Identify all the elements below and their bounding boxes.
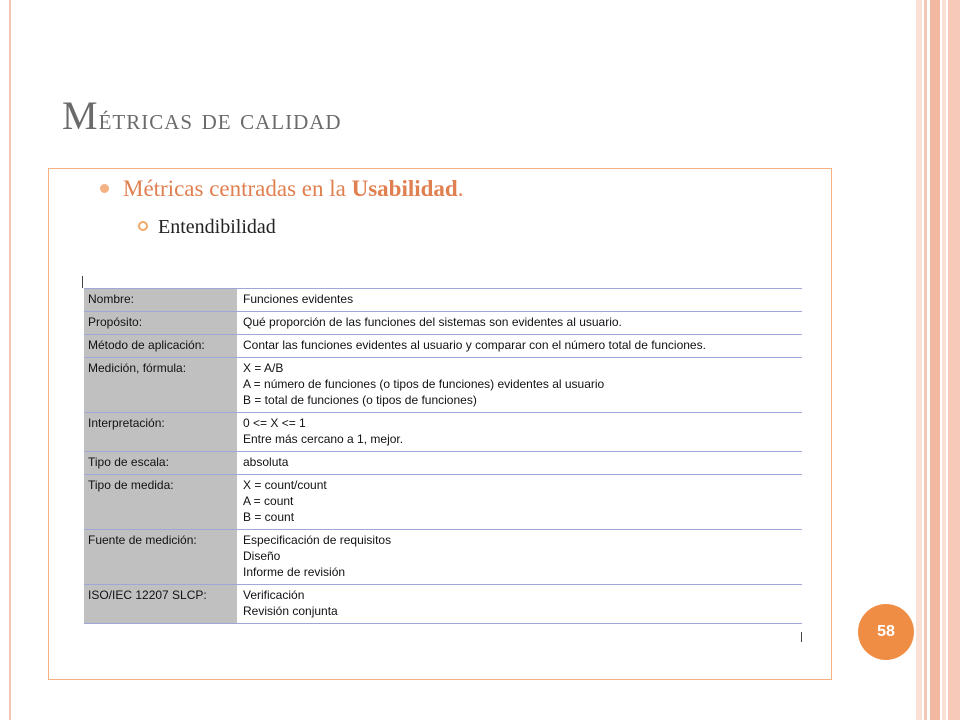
row-value xyxy=(237,413,802,452)
row-label: Propósito: xyxy=(84,312,237,335)
row-value-line: absoluta xyxy=(243,455,289,469)
bullet-ring-icon xyxy=(138,221,148,231)
row-value xyxy=(237,289,802,312)
row-value-line: Funciones evidentes xyxy=(243,292,354,306)
row-label: Nombre: xyxy=(84,289,237,312)
row-value xyxy=(237,530,802,585)
left-decorative-line xyxy=(9,0,11,720)
row-value-line: Qué proporción de las funciones del sistemas son evidentes al usuario. xyxy=(243,315,622,329)
slide-title-rest: étricas de calidad xyxy=(98,103,342,136)
right-decorative-stripes xyxy=(916,0,960,720)
bullet-dot-icon xyxy=(100,184,109,193)
row-value-line: Especificación de requisitos xyxy=(243,533,392,547)
row-value xyxy=(237,312,802,335)
row-label: Tipo de medida: xyxy=(84,475,237,530)
row-label: Tipo de escala: xyxy=(84,452,237,475)
bullet1-suffix: . xyxy=(457,176,464,201)
bullet-usabilidad xyxy=(100,176,463,202)
row-value-line: B = total de funciones (o tipos de funciones) xyxy=(243,393,477,407)
row-value xyxy=(237,475,802,530)
row-value-line: 0 <= X <= 1 xyxy=(243,416,306,430)
table-row xyxy=(84,413,802,452)
table-row xyxy=(84,585,802,624)
row-value-line: X = count/count xyxy=(243,478,327,492)
row-label: Método de aplicación: xyxy=(84,335,237,358)
table-row xyxy=(84,452,802,475)
slide-title xyxy=(62,92,342,139)
row-value-line: B = count xyxy=(243,510,295,524)
table-row xyxy=(84,475,802,530)
table-row xyxy=(84,358,802,413)
table-row xyxy=(84,335,802,358)
row-value-line: Diseño xyxy=(243,549,281,563)
row-value xyxy=(237,358,802,413)
subbullet-label: Entendibilidad xyxy=(158,216,276,238)
row-value xyxy=(237,335,802,358)
row-label: Fuente de medición: xyxy=(84,530,237,585)
row-value-line: X = A/B xyxy=(243,361,284,375)
row-value-line: A = número de funciones (o tipos de funciones) evidentes al usuario xyxy=(243,377,605,391)
row-value xyxy=(237,585,802,624)
page-number: 58 xyxy=(877,623,895,640)
page-number-badge xyxy=(858,604,914,660)
row-value-line: Informe de revisión xyxy=(243,565,346,579)
row-label: ISO/IEC 12207 SLCP: xyxy=(84,585,237,624)
table-row xyxy=(84,530,802,585)
row-label: Interpretación: xyxy=(84,413,237,452)
row-value-line: Verificación xyxy=(243,588,305,602)
bullet1-bold: Usabilidad xyxy=(351,176,458,201)
table-edge-marker xyxy=(82,276,83,288)
row-label: Medición, fórmula: xyxy=(84,358,237,413)
bullet1-prefix: Métricas centradas en la xyxy=(123,176,352,201)
slide-title-initial: M xyxy=(62,93,99,138)
row-value-line: Contar las funciones evidentes al usuario y comparar con el número total de funciones. xyxy=(243,338,706,352)
table-edge-marker xyxy=(801,632,802,642)
row-value-line: A = count xyxy=(243,494,294,508)
row-value-line: Revisión conjunta xyxy=(243,604,338,618)
metric-table xyxy=(84,288,802,624)
row-value xyxy=(237,452,802,475)
table-row xyxy=(84,289,802,312)
table-row xyxy=(84,312,802,335)
subbullet-entendibilidad xyxy=(138,216,276,239)
metric-table-body xyxy=(84,289,802,624)
row-value-line: Entre más cercano a 1, mejor. xyxy=(243,432,404,446)
